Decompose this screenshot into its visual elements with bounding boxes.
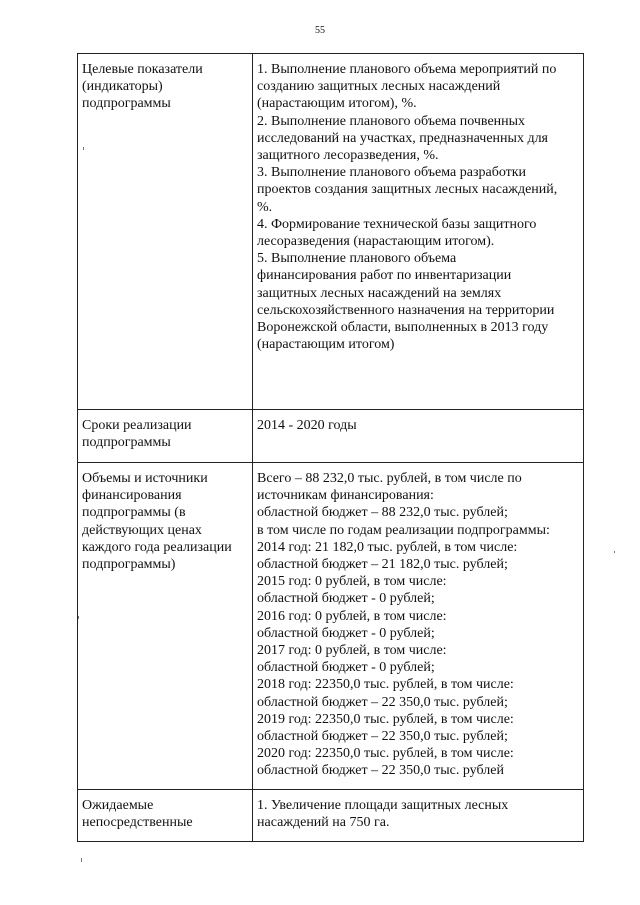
content-line: 5. Выполнение планового объема <box>257 251 457 267</box>
content-line: 2014 год: 21 182,0 тыс. рублей, в том числе: <box>257 539 518 555</box>
content-line: %. <box>257 199 273 215</box>
content-line: 2015 год: 0 рублей, в том числе: <box>257 574 447 590</box>
scan-mark <box>614 551 615 553</box>
row-label-results <box>78 790 253 842</box>
content-line: 2020 год: 22350,0 тыс. рублей, в том числе: <box>257 746 514 762</box>
row-label-period <box>78 410 253 463</box>
table-row-funding <box>78 463 584 790</box>
content-line: областной бюджет - 0 рублей; <box>257 625 435 641</box>
content-line: областной бюджет – 22 350,0 тыс. рублей <box>257 763 504 779</box>
content-line: сельскохозяйственного назначения на территории <box>257 302 555 318</box>
row-content-results <box>253 790 584 842</box>
content-line: лесоразведения (нарастающим итогом). <box>257 234 495 250</box>
content-line: 1. Выполнение планового объема мероприятий по <box>257 62 557 77</box>
label-line: непосредственные <box>82 815 193 831</box>
label-line: подпрограммы <box>82 435 171 451</box>
content-line: Воронежской области, выполненных в 2013 году <box>257 320 549 336</box>
content-line: насаждений на 750 га. <box>257 815 390 831</box>
content-line: 2019 год: 22350,0 тыс. рублей, в том числе: <box>257 711 514 727</box>
label-line: (индикаторы) <box>82 79 163 95</box>
content-line: областной бюджет – 21 182,0 тыс. рублей; <box>257 557 508 573</box>
label-line: Ожидаемые <box>82 798 154 813</box>
label-line: финансирования <box>82 488 182 504</box>
label-line: подпрограммы <box>82 96 171 112</box>
content-line: 2014 - 2020 годы <box>257 418 357 433</box>
label-line: подпрограммы (в <box>82 505 186 521</box>
content-line: исследований на участках, предназначенных для <box>257 130 548 146</box>
scan-mark <box>83 147 84 150</box>
content-line: защитного лесоразведения, %. <box>257 148 439 164</box>
content-line: созданию защитных лесных насаждений <box>257 79 501 95</box>
label-line: каждого года реализации <box>82 539 232 555</box>
content-line: защитных лесных насаждений на землях <box>257 285 502 301</box>
row-label-targets <box>78 54 253 410</box>
label-line: Объемы и источники <box>82 471 208 486</box>
content-line: (нарастающим итогом) <box>257 337 395 353</box>
content-line: 2017 год: 0 рублей, в том числе: <box>257 643 447 659</box>
content-line: областной бюджет - 0 рублей; <box>257 660 435 676</box>
row-content-targets <box>253 54 584 410</box>
label-line: Целевые показатели <box>82 62 203 77</box>
label-line: действующих ценах <box>82 522 202 538</box>
page-number: 55 <box>315 25 325 36</box>
content-line: источникам финансирования: <box>257 488 434 504</box>
content-line: финансирования работ по инвентаризации <box>257 268 512 284</box>
table-row-targets <box>78 54 584 410</box>
content-line: (нарастающим итогом), %. <box>257 96 417 112</box>
label-line: Сроки реализации <box>82 418 192 433</box>
scan-mark <box>81 858 82 862</box>
content-line: 2018 год: 22350,0 тыс. рублей, в том числе: <box>257 677 514 693</box>
content-line: проектов создания защитных лесных насаждений, <box>257 182 558 198</box>
passport-table <box>77 53 584 842</box>
content-line: областной бюджет – 88 232,0 тыс. рублей; <box>257 505 508 521</box>
content-line: 2. Выполнение планового объема почвенных <box>257 113 526 129</box>
table-row-period <box>78 410 584 463</box>
content-line: в том числе по годам реализации подпрограммы: <box>257 522 550 538</box>
content-line: 4. Формирование технической базы защитного <box>257 216 537 232</box>
row-content-period <box>253 410 584 463</box>
row-label-funding <box>78 463 253 790</box>
content-line: 1. Увеличение площади защитных лесных <box>257 798 509 813</box>
content-line: областной бюджет – 22 350,0 тыс. рублей; <box>257 729 508 745</box>
content-line: областной бюджет – 22 350,0 тыс. рублей; <box>257 694 508 710</box>
label-line: подпрограммы) <box>82 557 176 573</box>
content-line: 3. Выполнение планового объема разработки <box>257 165 527 181</box>
content-line: областной бюджет - 0 рублей; <box>257 591 435 607</box>
content-line: 2016 год: 0 рублей, в том числе: <box>257 608 447 624</box>
content-line: Всего – 88 232,0 тыс. рублей, в том числе по <box>257 471 522 486</box>
row-content-funding <box>253 463 584 790</box>
table-row-results <box>78 790 584 842</box>
scan-mark <box>78 616 79 619</box>
